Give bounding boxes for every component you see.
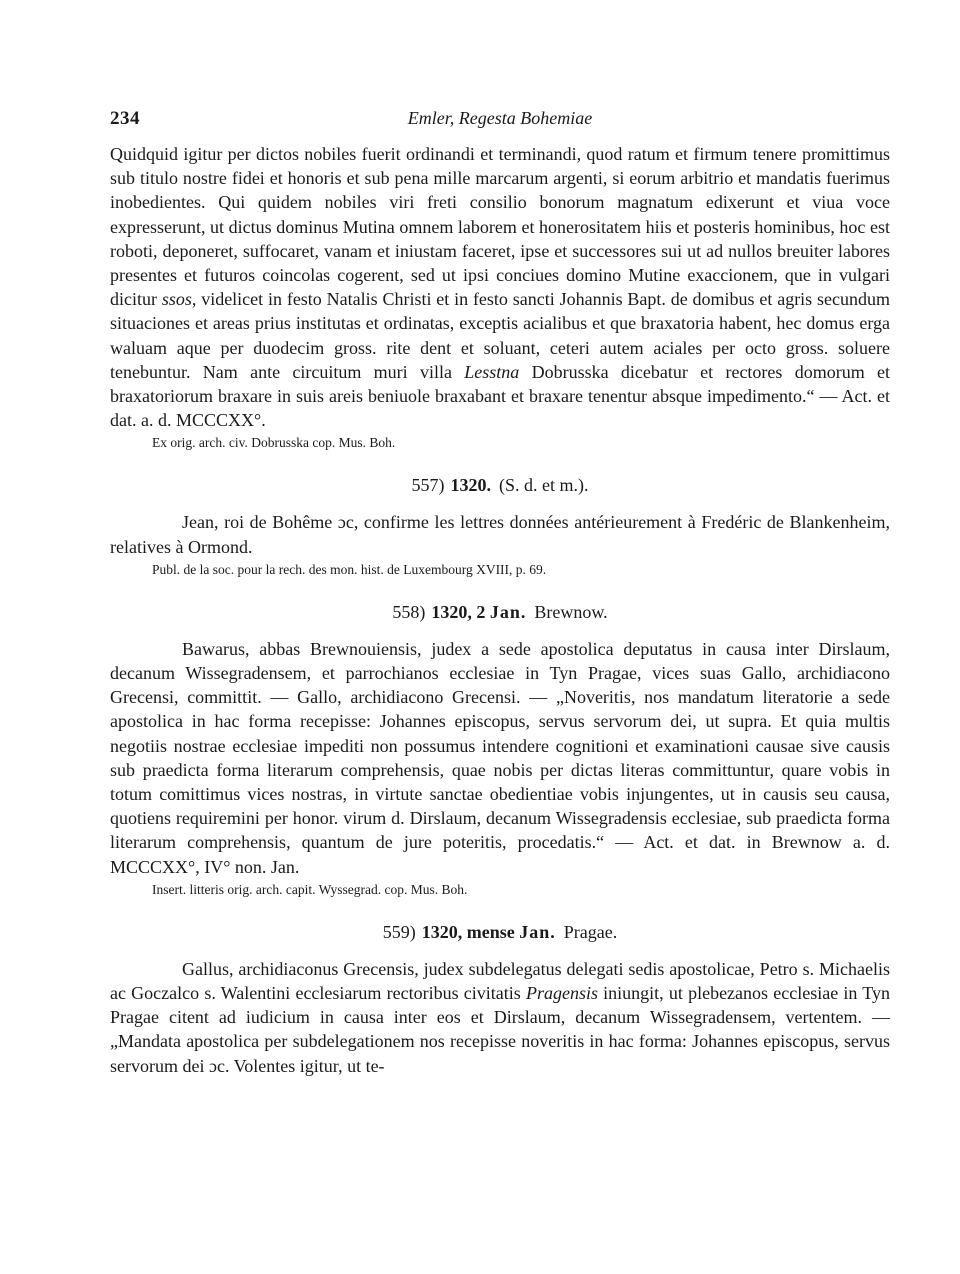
entry-number: 558) <box>392 601 426 622</box>
entry-number: 557) <box>411 475 445 496</box>
entry-date: 1320, mense Jan. <box>421 921 556 942</box>
entry-date: 1320, 2 Jan. <box>431 601 527 622</box>
source-citation-557: Publ. de la soc. pour la rech. des mon. hist. de Luxembourg XVIII, p. 69. <box>152 561 547 577</box>
entry-place: (S. d. et m.). <box>499 475 589 496</box>
entry-number: 559) <box>382 921 416 942</box>
italic-place-name: Pragensis <box>525 983 598 1004</box>
italic-place-name: Lesstna <box>464 361 520 382</box>
entry-text-557: Jean, roi de Bohême ɔc, confirme les lettres données antérieurement à Fredéric de Blankenheim, relatives à Ormond. <box>110 512 890 557</box>
running-title: Emler, Regesta Bohemiae <box>407 108 593 128</box>
entry-place: Brewnow. <box>534 601 608 622</box>
italic-term: ssos <box>161 289 192 310</box>
entry-heading-558 <box>110 602 890 623</box>
entry-heading-559 <box>110 922 890 943</box>
entry-date: 1320. <box>450 475 491 496</box>
entry-text-559: Gallus, archidiaconus Grecensis, judex subdelegatus delegati sedis apostolicae, Petro s. Michaelis ac Goczalco s. Walentini ecclesiarum rectoribus civitatis Pragensis iniungit, ut plebezanos ecclesiae in Tyn Pragae citent ad iudicium in causa inter eos et Dirslaum, decanum Wissegradensem, vertentem. — „Mandata apostolica per subdelegationem nos recepisse noveritis in hac forma: Johannes episcopus, servus servorum dei ɔc. Volentes igitur, ut te- <box>110 958 890 1076</box>
source-citation-558: Insert. litteris orig. arch. capit. Wyssegrad. cop. Mus. Boh. <box>152 881 468 897</box>
entry-place: Pragae. <box>563 921 618 942</box>
running-head <box>110 108 890 142</box>
entry-heading-557 <box>110 475 890 496</box>
document-page <box>110 108 890 1078</box>
continuation-paragraph: Quidquid igitur per dictos nobiles fuerit ordinandi et terminandi, quod ratum et firmum tenere promittimus sub titulo nostre fidei et honoris et sub pena mille marcarum argenti, si eorum arbitrio et mandatis fuerimus inobedientes. Qui quidem nobiles viri freti consilio bonorum magnatum edixerunt et viua voce expresserunt, ut dictus dominus Mutina omnem laborem et honerositatem hiis et posteris hominibus, hoc est roboti, deponeret, suffocaret, vanam et iniustam faceret, ipse et successores sui ut ad nullos breuiter labores presentes et futuros coincolas cogerent, sed ut ipsi conciues domino Mutine exaccionem, que in vulgari dicitur ssos, videlicet in festo Natalis Christi et in festo sancti Johannis Bapt. de domibus et agris secundum situaciones et areas prius institutas et ordinatas, exceptis acialibus et que braxatoria habent, hec domus erga waluam aque per duodecim gross. rite dent et soluant, ceteri autem aciales per octo gross. soluere tenebuntur. Nam ante circuitum muri villa Lesstna Dobrusska dicebatur et rectores domorum et braxatoriorum braxare in suis areis beniuole braxabant et braxare tenentur absque impedimento.“ — Act. et dat. a. d. MCCCXX°. <box>110 144 891 431</box>
entry-text-558: Bawarus, abbas Brewnouiensis, judex a sede apostolica deputatus in causa inter Dirslaum, decanum Wissegradensem, et parrochianos ecclesiae in Tyn Pragae, vices suas Gallo, archidiacono Grecensi, committit. — Gallo, archidiacono Grecensi. — „Noveritis, nos mandatum literatorie a sede apostolica in hac forma recepisse: Johannes episcopus, servus servorum dei, ut supra. Et quia multis negotiis nostrae ecclesiae impediti non possumus intendere cognitioni et examinationi causae sive causis sub praedicta forma literarum comprehensis, quae nobis per dictas literas committuntur, quare vobis in totum comittimus vices nostras, in virtute sanctae obedientiae vobis injungentes, ut in causis seu causa, quotiens requiremini per honor. virum d. Dirslaum, decanum Wissegradensis ecclesiae, sub praedicta forma literarum comprehensis, quantum de jure poteritis, procedatis.“ — Act. et dat. in Brewnow a. d. MCCCXX°, IV° non. Jan. <box>110 638 890 877</box>
source-citation: Ex orig. arch. civ. Dobrusska cop. Mus. Boh. <box>152 435 396 451</box>
page-number: 234 <box>110 108 140 129</box>
